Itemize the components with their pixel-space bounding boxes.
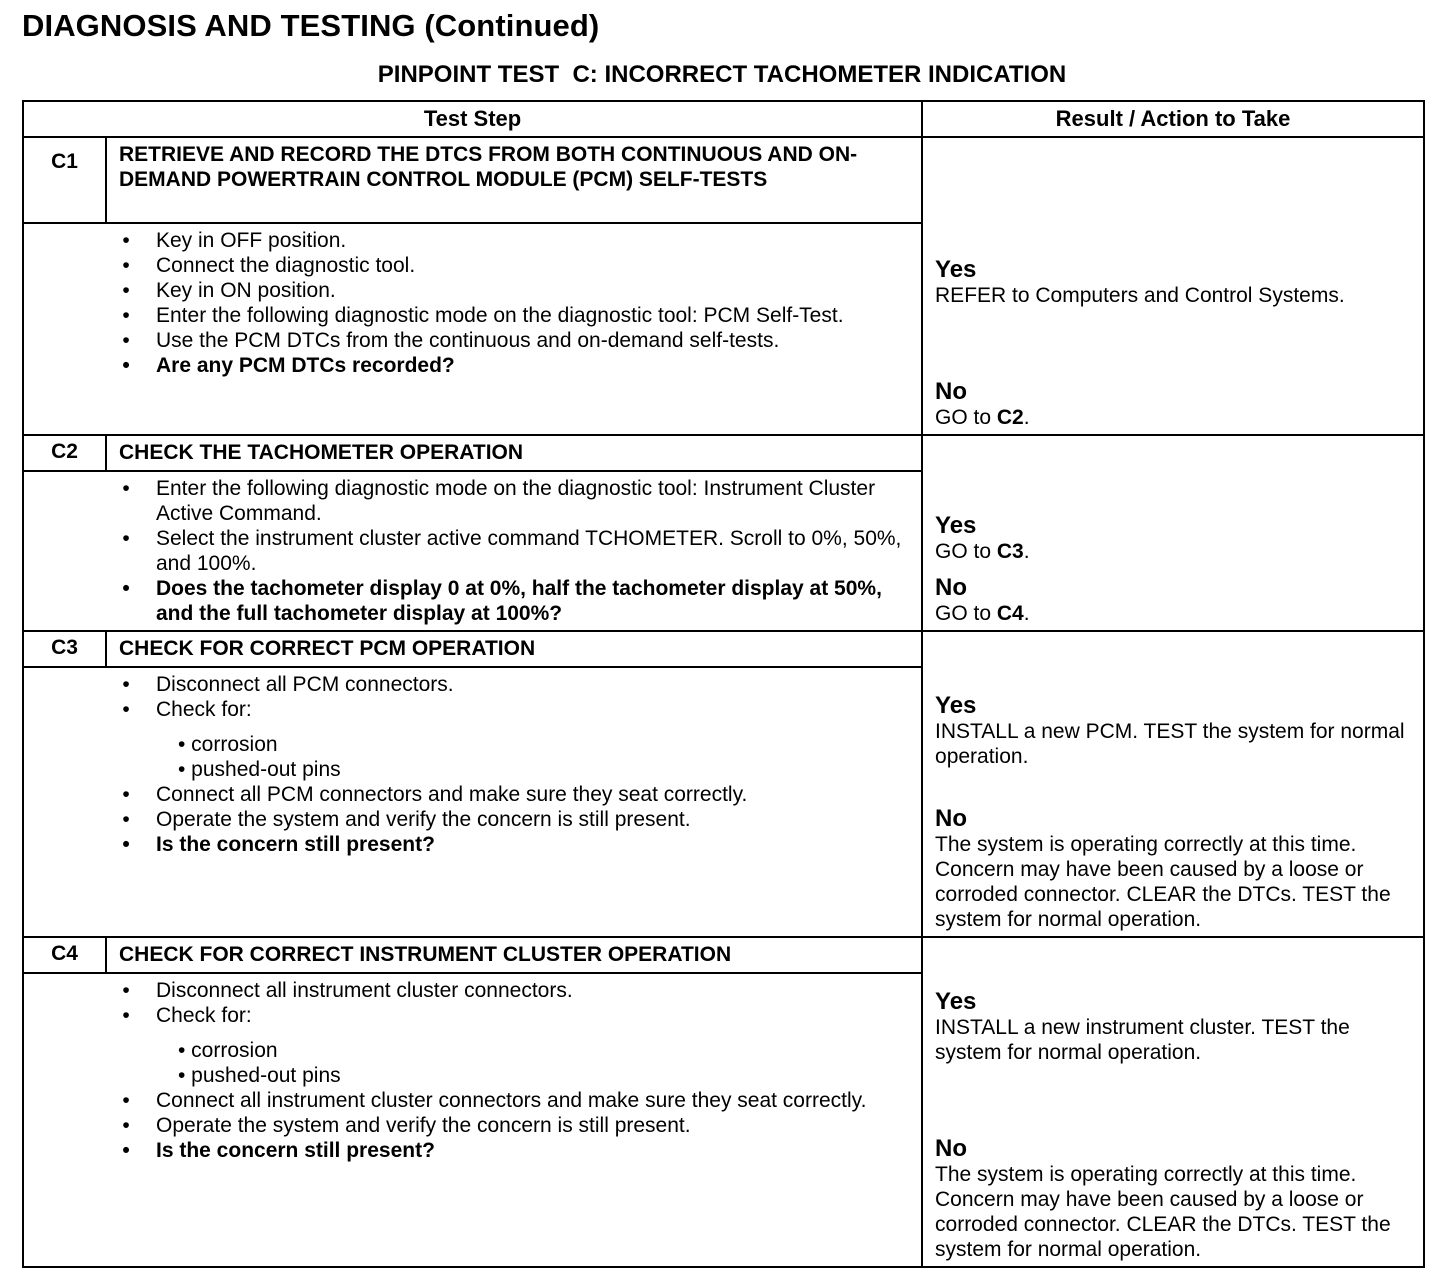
yes-action: INSTALL a new PCM. TEST the system for normal operation. — [935, 720, 1405, 768]
step-header-row — [23, 631, 1424, 667]
step-result — [922, 937, 1424, 1267]
step-body — [23, 223, 922, 435]
list-item: • Connect all PCM connectors and make sure they seat correctly. — [122, 783, 748, 806]
list-item: • Enter the following diagnostic mode on the diagnostic tool: PCM Self-Test. — [122, 304, 844, 327]
sub-list-item: • corrosion — [178, 733, 278, 756]
no-action: The system is operating correctly at this time. Concern may have been caused by a loose or corroded connector. CLEAR the DTCs. TEST the system for normal operation. — [935, 1163, 1391, 1261]
list-item: • Enter the following diagnostic mode on the diagnostic tool: Instrument Cluster Active Command. — [122, 477, 876, 525]
column-header-test-step: Test Step — [23, 101, 922, 137]
page-title: DIAGNOSIS AND TESTING (Continued) — [22, 8, 600, 43]
step-id: C1 — [23, 137, 106, 223]
list-item: • Key in ON position. — [122, 279, 336, 302]
list-item: • Check for: — [122, 698, 252, 721]
step-heading: CHECK FOR CORRECT INSTRUMENT CLUSTER OPERATION — [106, 937, 922, 973]
step-heading: RETRIEVE AND RECORD THE DTCS FROM BOTH CONTINUOUS AND ON-DEMAND POWERTRAIN CONTROL MODULE (PCM) SELF-TESTS — [106, 137, 922, 223]
sub-list — [156, 732, 913, 782]
list-item-question: • Is the concern still present? — [122, 833, 435, 856]
list-item: • Use the PCM DTCs from the continuous and on-demand self-tests. — [122, 329, 780, 352]
yes-action: INSTALL a new instrument cluster. TEST the system for normal operation. — [935, 1016, 1350, 1064]
pinpoint-test-table — [22, 100, 1425, 1268]
step-body — [23, 973, 922, 1267]
pinpoint-test-title: PINPOINT TEST C: INCORRECT TACHOMETER INDICATION — [377, 61, 1067, 88]
step-result — [922, 435, 1424, 631]
list-item: • Disconnect all instrument cluster connectors. — [122, 979, 573, 1002]
step-result — [922, 631, 1424, 937]
step-header-row — [23, 435, 1424, 471]
no-action: GO to C2. — [935, 406, 1030, 429]
step-list — [122, 672, 913, 722]
list-item: • Operate the system and verify the concern is still present. — [122, 808, 691, 831]
list-item: • Connect the diagnostic tool. — [122, 254, 416, 277]
no-action: GO to C4. — [935, 602, 1030, 625]
table-header-row — [23, 101, 1424, 137]
step-list — [122, 476, 913, 626]
list-item: • Select the instrument cluster active command TCHOMETER. Scroll to 0%, 50%, and 100%. — [122, 527, 902, 575]
no-label: No — [935, 378, 968, 405]
step-header-row — [23, 937, 1424, 973]
step-id: C3 — [23, 631, 106, 667]
step-list — [122, 978, 913, 1028]
step-id: C2 — [23, 435, 106, 471]
no-action: The system is operating correctly at this time. Concern may have been caused by a loose or corroded connector. CLEAR the DTCs. TEST the system for normal operation. — [935, 833, 1391, 931]
step-heading: CHECK THE TACHOMETER OPERATION — [106, 435, 922, 471]
yes-action: GO to C3. — [935, 540, 1030, 563]
step-body — [23, 471, 922, 631]
step-result — [922, 137, 1424, 435]
list-item: • Disconnect all PCM connectors. — [122, 673, 454, 696]
step-list — [122, 782, 913, 857]
yes-label: Yes — [935, 256, 977, 283]
sub-list-item: • pushed-out pins — [178, 758, 341, 781]
sub-list-item: • pushed-out pins — [178, 1064, 341, 1087]
list-item: • Key in OFF position. — [122, 229, 347, 252]
step-header-row — [23, 137, 1424, 223]
sub-list — [156, 1038, 913, 1088]
yes-action: REFER to Computers and Control Systems. — [935, 284, 1345, 307]
yes-label: Yes — [935, 692, 977, 719]
list-item: • Check for: — [122, 1004, 252, 1027]
list-item-question: • Is the concern still present? — [122, 1139, 435, 1162]
step-id: C4 — [23, 937, 106, 973]
no-label: No — [935, 1135, 968, 1162]
yes-label: Yes — [935, 988, 977, 1015]
list-item-question: • Are any PCM DTCs recorded? — [122, 354, 455, 377]
no-label: No — [935, 574, 968, 601]
step-heading: CHECK FOR CORRECT PCM OPERATION — [106, 631, 922, 667]
column-header-result: Result / Action to Take — [922, 101, 1424, 137]
yes-label: Yes — [935, 512, 977, 539]
list-item: • Connect all instrument cluster connectors and make sure they seat correctly. — [122, 1089, 867, 1112]
step-list — [122, 1088, 913, 1163]
step-list — [122, 228, 913, 378]
list-item: • Operate the system and verify the concern is still present. — [122, 1114, 691, 1137]
list-item-question: • Does the tachometer display 0 at 0%, half the tachometer display at 50%, and the full tachometer display at 100%? — [122, 577, 882, 625]
sub-list-item: • corrosion — [178, 1039, 278, 1062]
no-label: No — [935, 805, 968, 832]
step-body — [23, 667, 922, 937]
